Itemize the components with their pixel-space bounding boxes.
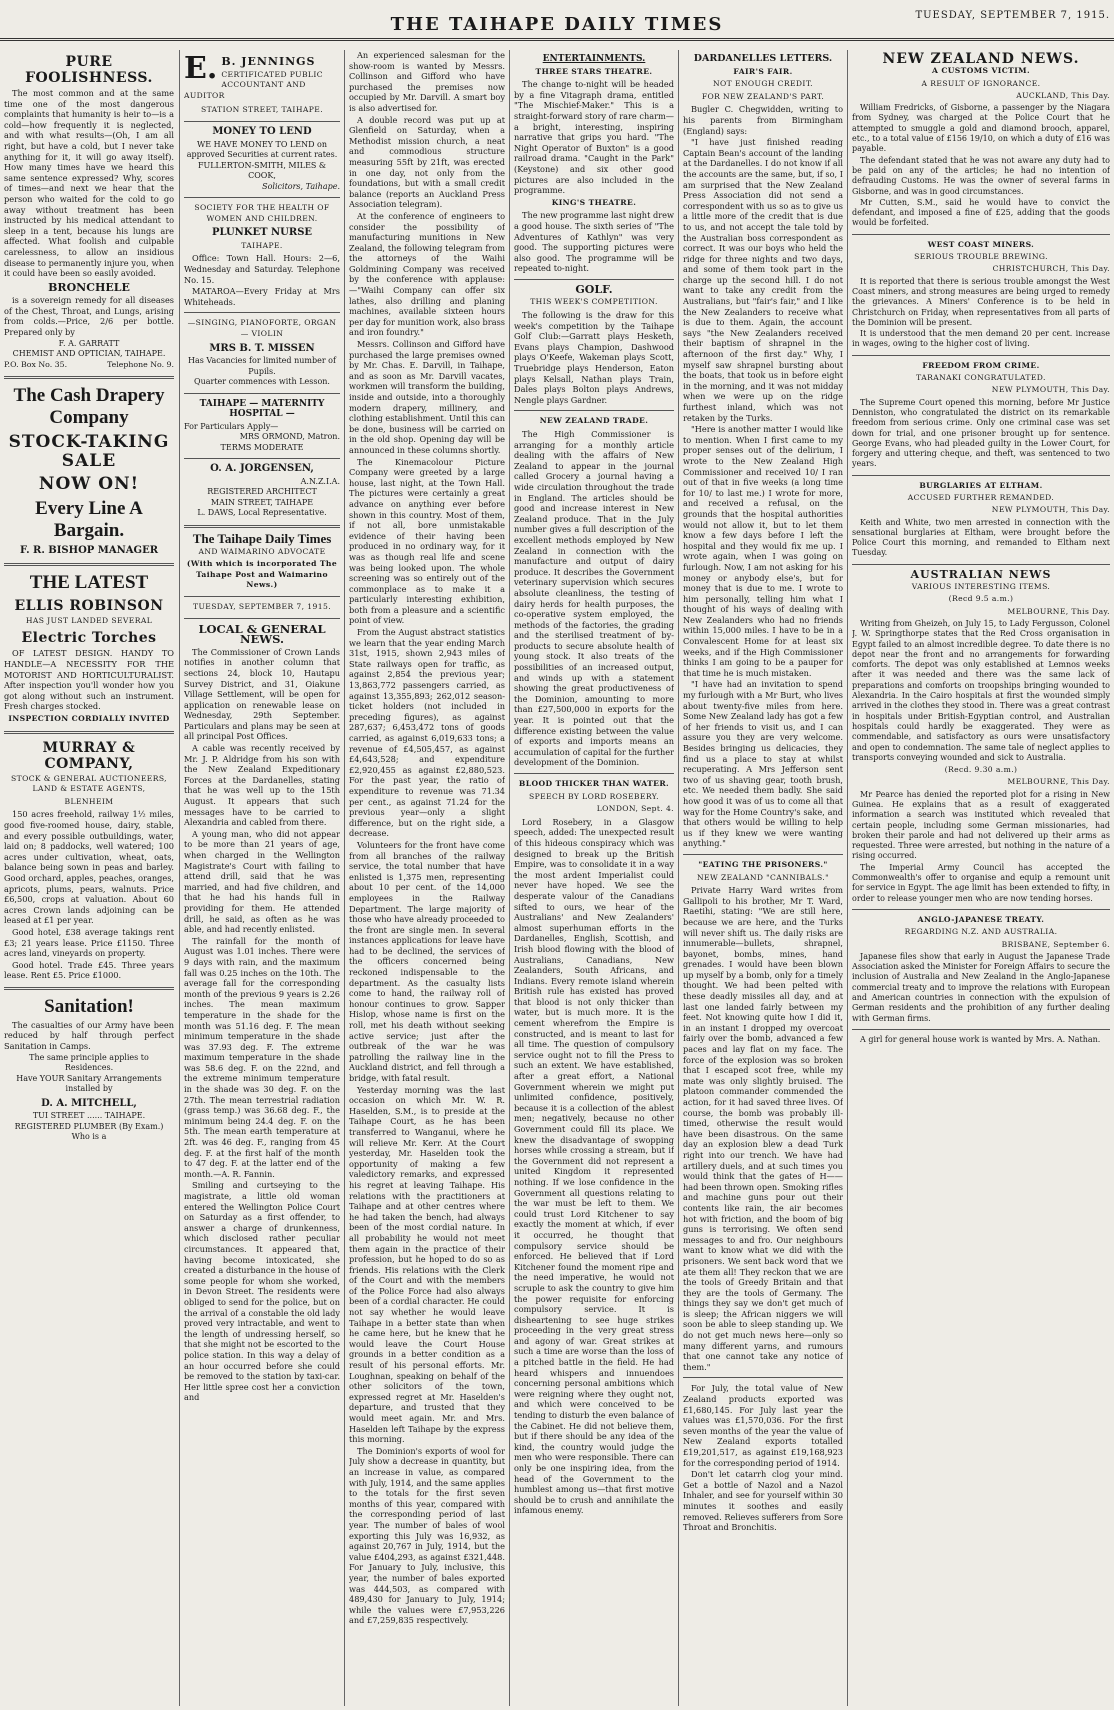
received-time: (Recd. 9.30 a.m.) <box>944 765 1018 775</box>
dateline: MELBOURNE, This Day. <box>1007 777 1110 787</box>
divider <box>184 197 340 198</box>
ad-line: D. A. MITCHELL, <box>41 1097 137 1109</box>
garratt-contact <box>4 360 174 371</box>
divider <box>852 564 1110 565</box>
paper-incorporated: (With which is incorporated The Taihape Post and Waimarino News.) <box>186 559 338 590</box>
masthead-title: THE TAIHAPE DAILY TIMES <box>390 14 724 35</box>
card-text: WE HAVE MONEY TO LEND on approved Securities at current rates. <box>186 139 338 160</box>
ad-subheading: BLENHEIM <box>64 796 114 806</box>
news-paragraph: The Imperial Army Council has accepted the Commonwealth's offer to organise and equip a remount unit for service in Egypt. The age limit has been extended to fifty, in order to release younger men who are now tending horses. <box>852 862 1110 903</box>
article-subheading: ACCUSED FURTHER REMANDED. <box>907 492 1055 502</box>
dateline: NEW PLYMOUTH, This Day. <box>991 385 1110 395</box>
news-paragraph: Lord Rosebery, in a Glasgow speech, added: The unexpected result of this hideous conspiracy which was designed to break up the British Empire, was to consolidate it in a way the most ardent Imperialist could never have hoped. We see the desperate valour of the Canadians sifted to ours, we hear of the Australians' and New Zealanders' almost superhuman efforts in the Dardanelles, English, Scottish, and Irish blood flowing with the blood of Australians, Canadians, New Zealanders, South Africans, and Indians. Every remote island wherein British rule has existed has proved that blood is not only thicker than water, but is much more. It is the cement wherefrom the Empire is constructed, and is meant to last for all time. The question of compulsory service ought not to fill the Press to such an extent. We have established, after a great effort, a National Government wherein we might put unlimited confidence, positively, because it is a collection of the ablest men; negatively, because no other Government could fill its place. We knew the disadvantage of swopping horses while crossing a stream, but if the Government did not represent a united Kingdom it represented nothing. If we lose confidence in the Government all questions relating to the war must be left to them. We could trust Lord Kitchener to say exactly the moment at which, if ever it occurred, he thought that compulsory service should be enforced. He believed that if Lord Kitchener found the moment ripe and the need imperative, he would not scruple to ask the country to give him the power requisite for enforcing compulsory service. It is disheartening to see huge strikes proceeding in the very great stress and agony of war. Great strikes at such a time are worse than the loss of a pitched battle in the field. He had heard whispers and innuendoes concerning personal ambitions which were reigning where they ought not, and which were conceived to be tending to disturb the even balance of the Cabinet. He did not believe them, but if there should be any idea of the kind, the country would judge the men who were responsible. There can only be one inspiring idea, from the head of the Government to the humblest among us—that first motive should be to crush and annihilate the infamous enemy. <box>514 816 674 1516</box>
divider <box>514 773 674 774</box>
ad-heading-now-on: NOW ON! <box>38 474 140 495</box>
column-rule <box>344 50 345 1706</box>
news-paragraph: The Supreme Court opened this morning, before Mr Justice Denniston, who congratulated the district on its remarkable freedom from serious crime. Only one criminal case was set down for trial, and one prisoner brought up for sentence. George Evans, who had pleaded guilty in the Lower Court, for forgery and uttering cheque, and theft, was sentenced to two years. <box>852 397 1110 469</box>
card-text: Solicitors, Taihape. <box>262 181 340 191</box>
card-heading-singing: —SINGING, PIANOFORTE, ORGAN— VIOLIN <box>187 318 337 338</box>
column-6-news <box>852 50 1110 1708</box>
news-paragraph: The Kinemacolour Picture Company were greeted by a large house, last night, at the Town Hall. The pictures were certainly a great advance on anything ever before shown in this country. Most of them, if not all, bore unmistakable evidence of their having been produced in no ordinary way, for it was as though real life and scene was being looked upon. The whole screening was so entirely out of the commonplace as to make it a particularly interesting exhibition, both from a pleasure and a scientific point of view. <box>349 456 505 626</box>
news-paragraph: The change to-night will be headed by a fine Vitagraph drama, entitled "The Mischief-Maker." This is a straight-forward story of rare charm—a bright, interesting, inspiring narrative that grips you hard. "The Night Operator of Buxton" is a good railroad drama. "Caught in the Park" (Keystone) and six other good pictures are also included in the programme. <box>514 79 674 196</box>
divider <box>683 1377 843 1378</box>
column-3-news <box>349 50 505 1708</box>
divider <box>852 475 1110 476</box>
article-subheading: REGARDING N.Z. AND AUSTRALIA. <box>904 927 1058 937</box>
section-heading-golf: GOLF. <box>575 282 613 296</box>
article-subheading: BURGLARIES AT ELTHAM. <box>919 480 1043 490</box>
card-heading-society: SOCIETY FOR THE HEALTH OF WOMEN AND CHILDREN. <box>194 203 330 223</box>
article-subheading: FREEDOM FROM CRIME. <box>922 360 1040 370</box>
divider <box>514 410 674 411</box>
jennings-initial: E. <box>184 51 218 86</box>
ad-line: The same principle applies to Residences. <box>29 1052 149 1073</box>
news-paragraph: Writing from Gheizeh, on July 15, to Lady Fergusson, Colonel J. W. Springthorpe states that the Red Cross organisation in Egypt failed to an almost incredible degree. To date there is no depot near the front and no arrangements for forwarding comforts. The depot was only established at Lemnos weeks after it was needed and there was the same lack of preparations and comforts on troopships bringing wounded to Alexandria. In the Cairo hospitals at first the wounded simply arrived in the clothes they stood in. There was a great contrast in hospitals under British-Egyptian control, and Australian hospitals could hardly be exaggerated. They were as commendable, and satisfactory as ours were unsatisfactory and open to condemnation. The same tale of neglect applies to transports conveying wounded and sick to Australia. <box>852 618 1110 762</box>
article-subheading: WEST COAST MINERS. <box>927 239 1035 249</box>
card-jennings <box>184 53 340 116</box>
article-subheading: "EATING THE PRISONERS." <box>698 859 828 869</box>
garratt-telephone: Telephone No. 9. <box>107 359 174 369</box>
divider <box>184 618 340 619</box>
ad-heading-every-line: Every Line A Bargain. <box>35 498 143 542</box>
article-subheading: FOR NEW ZEALAND'S PART. <box>701 91 825 101</box>
divider <box>184 525 340 528</box>
card-heading-maternity: TAIHAPE — MATERNITY HOSPITAL — <box>199 398 325 420</box>
masthead <box>0 0 1114 48</box>
ad-text: Good hotel. Trade £45. Three years lease. Rent £5. Price £1000. <box>4 959 174 981</box>
ad-line: Who is a <box>71 1132 107 1142</box>
section-heading-nz-news: NEW ZEALAND NEWS. <box>882 51 1080 67</box>
news-paragraph: At the conference of engineers to consider the possibility of manufacturing munitions in New Zealand, the following telegram from the attorneys of the Waihi Goldmining Company was received by the conference with applause:—"Waihi Company can offer six lathes, also drilling and planing machines, available sixteen hours per day for munition work, also brass and iron foundry." <box>349 210 505 338</box>
news-paragraph: Bugler C. Chegwidden, writing to his parents from Birmingham (England) says: <box>683 104 843 136</box>
article-subheading: THREE STARS THEATRE. <box>535 66 653 76</box>
news-paragraph: Don't let catarrh clog your mind. Get a bottle of Nazol and a Nazol Inhaler, and see for yourself within 30 minutes it soothes and easily removed. Relieves sufferers from Sore Throat and Bronchitis. <box>683 1469 843 1533</box>
news-paragraph: Mr Pearce has denied the reported plot for a rising in New Guinea. He explains that as a result of exaggerated information a search was instituted which revealed that certain people, including some German missionaries, had broken their parole and had not delivered up their arms as requested. Three were arrested, but nothing in the nature of a rising occurred. <box>852 789 1110 861</box>
ad-heading-sanitation: Sanitation! <box>44 995 134 1017</box>
ad-heading-stock-taking: STOCK-TAKING SALE <box>8 432 170 472</box>
paper-and: AND WAIMARINO ADVOCATE <box>198 546 326 556</box>
article-subheading: KING'S THEATRE. <box>551 197 637 207</box>
news-paragraph: "Here is another matter I would like to mention. When I first came to my proper senses out of the delirium, I wrote to the New Zealand High Commissioner and received 10/ I ran out of that in five weeks (a long time for 10/ to last me.) I wrote for more, and received a refusal, on the grounds that the hospital authorities would not allow it, but to let them know a few days before I left the hospital and they would fix me up. I wrote again, when I was going on furlough. Now, I am not asking for his money or anybody else's, but for money that is due to me. I wrote to him personally, telling him what I thought of his ways of dealing with New Zealanders who had no friends within 15,000 miles. I have to be in a Convalescent Home for at least six weeks, and if the High Commissioner thinks I am going to be a pauper for that time he is much mistaken. <box>683 424 843 678</box>
ad-line: Have YOUR Sanitary Arrangements installed by <box>16 1073 162 1094</box>
divider <box>184 393 340 394</box>
dateline: LONDON, Sept. 4. <box>596 804 674 814</box>
divider <box>683 854 843 855</box>
card-heading-plunket: PLUNKET NURSE <box>211 227 313 239</box>
news-paragraph: The rainfall for the month of August was 1.01 inches. There were 9 days with rain, and the maximum fall was 0.25 inches on the 10th. The average fall for the corresponding month of the previous 9 years is 2.26 inches. The mean maximum temperature in the shade for the month was 51.16 deg. F. The mean minimum temperature in the shade was 37.93 deg. F. The extreme maximum temperature in the shade was 58.6 deg. F. on the 22nd, and the extreme minimum temperature in the shade was 30 deg. F. on the 27th. The mean terrestrial radiation (grass temp.) was 36.68 deg. F., the minimum being 24.4 deg. F. on the 5th. The mean earth temperature at 2ft. was 46 deg. F., ranging from 45 deg. F. at the first half of the month to 47 deg. F. at the latter end of the month.—A. R. Fannin. <box>184 935 340 1179</box>
article-subheading: A CUSTOMS VICTIM. <box>931 66 1031 76</box>
news-paragraph: Mr Cutten, S.M., said he would have to convict the defendant, and imposed a fine of £25, adding that the goods would be forfeited. <box>852 197 1110 228</box>
ad-heading-electric-torches: Electric Torches <box>21 630 157 647</box>
divider <box>4 987 174 990</box>
news-paragraph: From the August abstract statistics we learn that the year ending March 31st, 1915, shown 2,943 miles of State railways open for traffic, as against 2,854 the previous year; 13,863,772 passengers carried, as against 13,355,893; 262,012 season-ticket holders (not included in preceding figures), as against 287,637; 6,453,472 tons of goods carried, as against 6,019,633 tons; a revenue of £4,505,457, as against £4,643,528; and expenditure £2,920,455 as against £2,880,523. For the past year, the ratio of expenditure to revenue was 71.34 per cent., as against 71.24 for the previous year—only a slight difference, but on the right side, a decrease. <box>349 627 505 839</box>
garratt-trade: CHEMIST AND OPTICIAN, TAIHAPE. <box>12 349 166 359</box>
divider <box>184 458 340 459</box>
section-heading-local-news: LOCAL & GENERAL NEWS. <box>198 621 326 647</box>
news-paragraph: "I have just finished reading Captain Bean's account of the landing at the Dardanelles. I do not know if all the accounts are the same, but, if so, I am surprised that the New Zealand Press Association did not send a correspondent with us so as to give us a little more of the credit that is due to us, and not accept the tale told by the Australian boss correspondent as correct. It was our boys who held the ridge for three nights and two days, and some of them took part in the charge up the second hill. I do not want to take any credit from the Australians, but "fair's fair," and I like the New Zealanders to receive what is due to them. Again, the account says "the New Zealanders received their baptism of shrapnel in the afternoon of the first day." Why, I myself saw shrapnel bursting about the boats, that took us in before eight in the morning, and it was not midday when we were up on the ridge furthest inland, which was not retaken by the Turks. <box>683 137 843 423</box>
card-text: Quarter commences with Lesson. <box>194 377 330 387</box>
section-heading-entertainments: ENTERTAINMENTS. <box>542 54 646 64</box>
jennings-name: B. JENNINGS <box>221 55 316 68</box>
news-paragraph: A young man, who did not appear to be more than 21 years of age, when charged in the Wellington Magistrate's Court with failing to attend drill, said that he was married, and had five children, and that he had his hands full in providing for them. He attended drill, he said, as often as he was able, and had recently enlisted. <box>184 828 340 935</box>
ad-heading-bronchele: BRONCHELE <box>48 280 130 294</box>
news-paragraph: Smiling and curtseying to the magistrate, a little old woman entered the Wellington Police Court on Saturday as a first offender, to answer a charge of drunkenness, which disclosed rather peculiar circumstances. It appeared that, having become intoxicated, she created a disturbance in the house of some people for whom she worked, in Devon Street. The residents were obliged to send for the police, but on the arrival of a constable the old lady proved very intractable, and went to the length of undressing herself, so that she might not be escorted to the police station. In this way a delay of an hour occurred before she could be removed to the station by taxi-car. Her little spree cost her a conviction and <box>184 1180 340 1403</box>
card-text: MRS ORMOND, Matron. <box>239 432 340 442</box>
ad-heading-ellis-robinson: ELLIS ROBINSON <box>14 597 164 614</box>
column-1-advertisements <box>4 50 174 1708</box>
news-paragraph: The defendant stated that he was not aware any duty had to be paid on any of the articles; he had no intention of defrauding Customs. He was the owner of several farms in Gisborne, and was in good circumstances. <box>852 155 1110 196</box>
news-paragraph: Japanese files show that early in August the Japanese Trade Association asked the Minister for Foreign Affairs to secure the inclusion of Australia and New Zealand in the Anglo-Japanese commercial treaty and to improve the relations with European and American countries in connection with the expulsion of German residents and the prohibition of any further dealing with German firms. <box>852 951 1110 1023</box>
news-paragraph: Volunteers for the front have come from all branches of the railway service, the total number that have enlisted is 1,375 men, representing about 10 per cent. of the 14,000 employees in the Railway Department. The large majority of those who have already proceeded to the front are single men. In several instances applications for leave have had to be declined, the services of the officers concerned being reckoned indispensable to the department. As the casualty lists come to hand, the railway roll of honour continues to grow. Sapper Hislop, whose name is first on the roll, met his death without seeking active service; just after the outbreak of the war he was patrolling the railway line in the Auckland district, and fell through a bridge, with fatal result. <box>349 839 505 1083</box>
ad-subheading: HAS JUST LANDED SEVERAL <box>25 615 153 625</box>
news-paragraph: It is understood that the men demand 20 per cent. increase in wages, owing to the higher cost of living. <box>852 329 1110 349</box>
card-text: TERMS MODERATE <box>220 442 304 452</box>
ad-heading-pure-foolishness: PURE FOOLISHNESS. <box>25 54 153 86</box>
divider <box>514 279 674 280</box>
divider <box>184 312 340 313</box>
received-time: (Recd 9.5 a.m.) <box>948 594 1014 604</box>
section-heading-blood: BLOOD THICKER THAN WATER. <box>518 779 670 788</box>
paper-date: TUESDAY, SEPTEMBER 7, 1915. <box>192 601 332 611</box>
divider <box>184 596 340 597</box>
divider <box>4 563 174 566</box>
card-text: Has Vacancies for limited number of Pupils. <box>188 356 336 376</box>
card-text: FULLERTON-SMITH, MILES & COOK, <box>197 160 327 181</box>
divider <box>852 355 1110 356</box>
ad-text: is a sovereign remedy for all diseases of the Chest, Throat, and Lungs, arising from colds.—Price, 2/6 per bottle. Prepared only by <box>4 295 174 338</box>
news-paragraph: The Commissioner of Crown Lands notifies in another column that sections 24, block 10, Hautapu Survey District, and 31, Oiakune Village Settlement, will be open for application on renewable lease on Wednesday, 29th September. Particulars and plans may be seen at all principal Post Offices. <box>184 646 340 742</box>
ad-text: The casualties of our Army have been reduced by half through perfect Sanitation in Camps. <box>4 1019 174 1052</box>
news-paragraph: A girl for general house work is wanted by Mrs. A. Nathan. <box>860 1034 1101 1044</box>
column-rule <box>179 50 180 1706</box>
card-text: Office: Town Hall. Hours: 2—6, Wednesday and Saturday. Telephone No. 15. <box>184 253 340 285</box>
card-text: MATAROA—Every Friday at Mrs Whiteheads. <box>184 286 340 307</box>
news-paragraph: "I have had an invitation to spend my furlough with a Mr Burt, who lives about twenty-five miles from here. Some New Zealand lady has got a few of her friends to visit us, and I can assure you they are very welcome. Besides bringing us delicacies, they find us a place to stay at whilst recuperating. A Mrs Jefferson sent two of us shaving gear, tooth brush, etc. We needed them badly. She said how good it was of us to come all that way for the Home Country's sake, and that others would be willing to help us if they knew we were wanting anything." <box>683 679 843 849</box>
article-subheading: NOT ENOUGH CREDIT. <box>713 79 813 89</box>
article-subheading: TARANAKI CONGRATULATED. <box>916 373 1046 383</box>
ad-heading-the-latest: THE LATEST <box>29 571 149 593</box>
card-text: MAIN STREET, TAIHAPE <box>210 497 314 507</box>
divider <box>852 234 1110 235</box>
section-heading-dardanelles: DARDANELLES LETTERS. <box>693 53 833 64</box>
card-text: REGISTERED ARCHITECT <box>207 487 317 497</box>
dateline: NEW PLYMOUTH, This Day. <box>991 505 1110 515</box>
dateline: CHRISTCHURCH, This Day. <box>992 264 1110 274</box>
article-subheading: SPEECH BY LORD ROSEBERY. <box>529 791 659 801</box>
column-4-news <box>514 50 674 1708</box>
garratt-name: F. A. GARRATT <box>58 338 120 348</box>
paper-name: The Taihape Daily Times <box>192 530 332 546</box>
news-paragraph: William Fredricks, of Gisborne, a passenger by the Niagara from Sydney, was charged at the Police Court that he attempted to smuggle a gold and diamond brooch, apparel, etc., to a total value of £156 19/10, on which a duty of £16 was payable. <box>852 103 1110 154</box>
dateline: BRISBANE, September 6. <box>1001 939 1110 949</box>
card-text: L. DAWS, Local Representative. <box>197 508 327 518</box>
divider <box>4 731 174 734</box>
news-paragraph: It is reported that there is serious trouble amongst the West Coast miners, and strong measures are being urged to remedy the grievances. A Miners' Conference is to be held in Christchurch on Friday, when representatives from all parts of the Dominion will be present. <box>852 276 1110 327</box>
news-paragraph: Private Harry Ward writes from Gallipoli to his brother, Mr T. Ward, Raetihi, stating: "We are still here, because we are here, and the Turks will never shift us. The daily risks are innumerable—bullets, shrapnel, bayonet, bombs, mines, hand grenades. I would have been blown up myself by a bomb, only for a timely thought. We had been pelted with these deadly missiles all day, and at last one landed fairly between my feet. Not knowing quite how I did it, in an instant I dropped my overcoat fairly over the bomb, advanced a few paces and lay flat on my face. The force of the explosion was so broken that I escaped scot free, while my mate was only slightly bruised. The platoon commander commended the action, for it had saved three lives. Of course, the bomb was probably ill-timed, otherwise the result would have been disastrous. On the same day an explosion blew a dead Turk right into our trench. We have had artillery duels, and at such times you would think that the gates of H—— had been thrown open. Smoking rifles and machine guns pour out their contents like rain, the air becomes hot with friction, and the boom of big guns is terrorising. We often send messages to and fro. Our neighbours want to know what we did with the prisoners. We sent back word that we ate them all! They reckon that we are the tools of Greedy Britain and that they are the tools of Germany. The things they say we don't get much of is sleep; the African niggers we will soon be able to sleep standing up. We do not get much news here—only so many different yarns, and rumours that one cannot take any notice of them." <box>683 885 843 1372</box>
news-paragraph: The High Commissioner is arranging for a monthly article dealing with the affairs of New Zealand to appear in the journal called Grocery a journal having a wide circulation throughout the trade in England. The articles should be good and increase interest in New Zealand produce. That in the July number gives a full description of the excellent methods employed by New Zealand in connection with the manufacture and output of dairy produce. It describes the Government veterinary supervision which secures absolute cleanliness, the testing of dairy herds for health purposes, the co-operative system employed, the methods of the factories, the grading and the sterilised treatment of by-products to secure absolute health of young stock. It also treats of the possibilities of an increased output, and winds up with a statement showing the great productiveness of the Dominion, amounting to more than £27,500,000 in exports for the year. It is pointed out that the difference existing between the value of exports and imports means an accumulation of capital for the further development of the Dominion. <box>514 429 674 768</box>
ad-line: REGISTERED PLUMBER (By Exam.) <box>14 1121 164 1131</box>
ad-text: OF LATEST DESIGN. HANDY TO HANDLE—A NECESSITY FOR THE MOTORIST AND HORTICULTURALIST. After inspection you'll wonder how you got along without such an instrument. Fresh charges stocked. <box>4 648 174 712</box>
section-heading-australian-news: AUSTRALIAN NEWS <box>910 567 1052 581</box>
manager-line: F. R. BISHOP MANAGER <box>19 545 159 557</box>
dateline: AUCKLAND, This Day. <box>1016 90 1110 100</box>
news-paragraph: The new programme last night drew a good house. The sixth series of "The Adventures of Kathlyn" was very good. The supporting pictures were also good. The programme will be repeated to-night. <box>514 210 674 274</box>
column-rule <box>847 50 848 1706</box>
section-heading-nz-trade: NEW ZEALAND TRADE. <box>539 416 649 426</box>
jennings-trade: CERTIFICATED PUBLIC ACCOUNTANT AND AUDITOR <box>184 69 323 100</box>
masthead-rule <box>0 38 1114 41</box>
column-rule <box>509 50 510 1706</box>
card-heading-jorgensen: O. A. JORGENSEN, <box>210 463 314 475</box>
news-paragraph: For July, the total value of New Zealand products exported was £1,680,145. For July last year the values was £1,570,036. For the first seven months of the year the value of New Zealand exports totalled £19,201,517, as against £19,168,923 for the corresponding period of 1914. <box>683 1383 843 1468</box>
ad-heading-cash-drapery: The Cash Drapery Company <box>13 385 165 429</box>
news-paragraph: Messrs. Collinson and Gifford have purchased the large premises owned by Mr. Chas. E. Darvill, in Taihape, and as soon as Mr. Darvill vacates, workmen will transform the building, inside and outside, into a thoroughly modern drapery, millinery, and clothing establishment. Until this can be done, business will be carried on in the old shop. Opening day will be announced in these columns shortly. <box>349 339 505 455</box>
article-subheading: NEW ZEALAND "CANNIBALS." <box>696 872 829 882</box>
article-subheading: A RESULT OF IGNORANCE. <box>921 78 1041 88</box>
ad-text: Good hotel, £38 average takings rent £3; 21 years lease. Price £1150. Three acres land, vineyards on property. <box>4 926 174 959</box>
ad-subheading: STOCK & GENERAL AUCTIONEERS, LAND & ESTATE AGENTS, <box>11 773 167 794</box>
news-paragraph: Keith and White, two men arrested in connection with the sensational burglaries at Eltham, were brought before the Police Court this morning, and remanded to Eltham next Tuesday. <box>852 517 1110 558</box>
column-rule <box>678 50 679 1706</box>
ad-line: TUI STREET ...... TAIHAPE. <box>32 1111 146 1121</box>
card-text: For Particulars Apply— <box>184 421 279 431</box>
column-5-news <box>683 50 843 1708</box>
news-paragraph: A cable was recently received by Mr. J. P. Aldridge from his son with the New Zealand Expeditionary Forces at the Dardanelles, stating that he was well up to the 15th August. It appears that such messages have to be carried to Alexandria and cabled from there. <box>184 743 340 828</box>
ad-heading-murray: MURRAY & COMPANY, <box>42 739 136 772</box>
article-subheading: FAIR'S FAIR. <box>733 66 793 76</box>
jennings-address: STATION STREET, TAIHAPE. <box>200 105 324 115</box>
ad-text: The most common and at the same time one of the most dangerous complaints that humanity is heir to—is a cold—how frequently it is neglected, and with what results—(Oh, I am all right, but have a cold, but I never take anything for it, it will go away itself). How many times have we heard this same sentence expressed? Why, scores of times—and next we hear that the person who waited for the cold to go away without treatment has been instructed by his medical attendant to sleep in a tent, because his lungs are affected. What foolish and culpable carelessness, to allow an insidious disease to permanently injure you, when it could have been so easily avoided. <box>4 88 174 279</box>
column-2-cards-and-local-news <box>184 50 340 1708</box>
dateline: MELBOURNE, This Day. <box>1007 606 1110 616</box>
masthead-date: TUESDAY, SEPTEMBER 7, 1915. <box>915 10 1110 21</box>
divider <box>184 121 340 122</box>
ad-text: 150 acres freehold, railway 1½ miles, good five-roomed house, dairy, stable, and every possible outbuildings, water, laid on; 8 paddocks, well watered; 100 acres under cultivation, wheat, oats, balance being sown in peas and barley. Good orchard, apples, peaches, oranges, apricots, plums, pears, walnuts. Price £6,500, crops at valuation. About 60 acres Crown lands adjoining can be leased at £1 per year. <box>4 809 174 926</box>
article-subheading: ANGLO-JAPANESE TREATY. <box>917 914 1045 924</box>
card-text: A.N.Z.I.A. <box>300 476 340 486</box>
card-heading-money: MONEY TO LEND <box>212 125 312 137</box>
article-subheading: THIS WEEK'S COMPETITION. <box>530 297 658 307</box>
divider <box>852 1029 1110 1030</box>
divider <box>852 909 1110 910</box>
article-subheading: VARIOUS INTERESTING ITEMS. <box>911 582 1051 592</box>
news-paragraph: The following is the draw for this week's competition by the Taihape Golf Club:—Garratt plays Hesketh, Evans plays Champion, Dashwood plays O'Keefe, Wakeman plays Scott, Truebridge plays Henderson, Eaton plays Kelsall, Nathan plays Train, Dales plays Bolton plays Andrews, Nengle plays Gardner. <box>514 310 674 405</box>
garratt-box: P.O. Box No. 35. <box>4 359 68 369</box>
news-paragraph: The Dominion's exports of wool for July show a decrease in quantity, but an increase in value, as compared with July, 1914, and the same applies to the totals for the first seven months of this year, compared with the corresponding period of last year. The number of bales of wool exporting this July was 16,932, as against 20,767 in July, 1914, but the value £404,293, as against £321,448. For January to July, inclusive, this year, the number of bales exported was 444,503, as compared with 489,430 for January to July, 1914; while the values were £7,953,226 and £7,259,835 respectively. <box>349 1445 505 1626</box>
card-heading-missen: MRS B. T. MISSEN <box>209 342 315 354</box>
article-subheading: SERIOUS TROUBLE BREWING. <box>914 252 1048 262</box>
ad-subheading: INSPECTION CORDIALLY INVITED <box>8 714 170 723</box>
divider <box>4 376 174 379</box>
news-paragraph: An experienced salesman for the show-room is wanted by Messrs. Collinson and Gifford who have purchased the premises now occupied by Mr. Darvill. A smart boy is also advertised for. <box>349 50 505 113</box>
news-paragraph: Yesterday morning was the last occasion on which Mr. W. R. Haselden, S.M., is to preside at the Taihape Court, as he has been transferred to Wanganui, where he will relieve Mr. Kerr. At the Court yesterday, Mr. Haselden took the opportunity of making a few valedictory remarks, and expressed his regret at leaving Taihape. His relations with the practitioners at Taihape and at other centres where he had taken the bench, had always been of the most cordial nature. In all probability he would not meet them again in the practice of their profession, but he hoped to do so as friends. His relations with the Clerk of the Court and with the members of the Police Force had also always been of a cordial character. He could not say whether he would leave Taihape in a better state than when he came here, but he knew that he would leave the Court House grounds in a better condition as a result of his personal efforts. Mr. Loughnan, speaking on behalf of the other solicitors of the town, expressed regret at Mr. Haselden's departure, and trusted that they would meet again. Mr. and Mrs. Haselden left Taihape by the express this morning. <box>349 1084 505 1445</box>
card-text: TAIHAPE. <box>241 240 283 250</box>
news-paragraph: A double record was put up at Glenfield on Saturday, when a Methodist mission church, a neat and commodious structure measuring 55ft by 21ft, was erected in one day, not only from the foundations, but with a small credit balance (reports an Auckland Press Association telegram). <box>349 114 505 210</box>
